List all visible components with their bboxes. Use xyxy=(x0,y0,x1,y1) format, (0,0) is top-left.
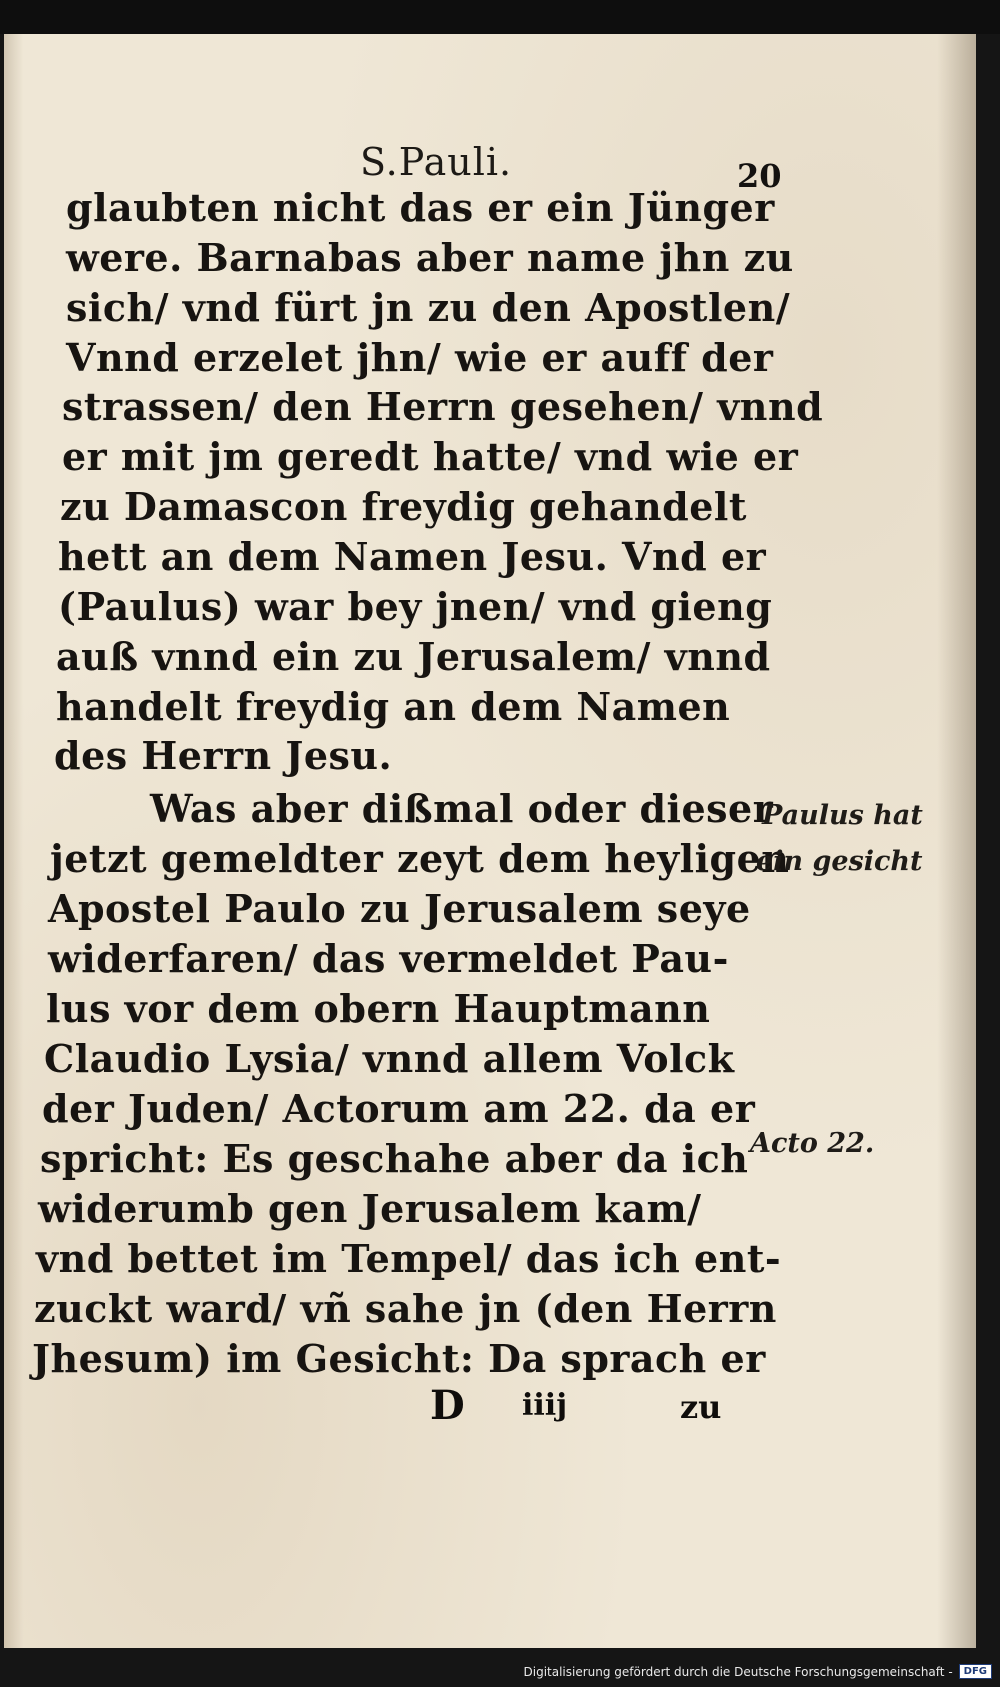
body-line-14: jetzt gemeldter zeyt dem heyligen xyxy=(50,836,790,881)
footer-credit xyxy=(524,1664,993,1679)
body-line-11: handelt freydig an dem Namen xyxy=(56,684,731,729)
body-line-17: lus vor dem obern Hauptmann xyxy=(46,986,711,1031)
body-line-16: widerfaren/ das vermeldet Pau- xyxy=(48,936,729,981)
marginal-note-1-line-2: ein gesicht xyxy=(756,846,923,877)
body-line-19: der Juden/ Actorum am 22. da er xyxy=(42,1086,756,1131)
body-line-2: were. Barnabas aber name jhn zu xyxy=(66,235,794,280)
body-line-15: Apostel Paulo zu Jerusalem seye xyxy=(48,886,751,931)
body-line-1: glaubten nicht das er ein Jünger xyxy=(66,185,775,230)
folio-number: 20 xyxy=(737,157,782,195)
footer-credit-text: Digitalisierung gefördert durch die Deutsche Forschungsgemeinschaft - xyxy=(523,1664,953,1679)
signature-letter: D xyxy=(430,1382,465,1429)
body-line-10: auß vnnd ein zu Jerusalem/ vnnd xyxy=(56,634,771,679)
body-line-9: (Paulus) war bey jnen/ vnd gieng xyxy=(58,584,773,629)
body-line-4: Vnnd erzelet jhn/ wie er auff der xyxy=(66,335,774,380)
body-line-7: zu Damascon freydig gehandelt xyxy=(60,484,747,529)
body-line-23: zuckt ward/ vñ sahe jn (den Herrn xyxy=(34,1286,777,1331)
body-line-22: vnd bettet im Tempel/ das ich ent- xyxy=(36,1236,782,1281)
body-line-6: er mit jm geredt hatte/ vnd wie er xyxy=(62,434,799,479)
body-line-3: sich/ vnd fürt jn zu den Apostlen/ xyxy=(66,285,791,330)
body-line-21: widerumb gen Jerusalem kam/ xyxy=(38,1186,702,1231)
body-line-8: hett an dem Namen Jesu. Vnd er xyxy=(58,534,767,579)
body-line-12: des Herrn Jesu. xyxy=(54,733,393,778)
body-line-13: Was aber dißmal oder dieser xyxy=(150,786,774,831)
body-line-24: Jhesum) im Gesicht: Da sprach er xyxy=(32,1336,766,1381)
catchword: zu xyxy=(680,1388,722,1426)
signature-number: iiij xyxy=(522,1388,568,1423)
marginal-note-2: Acto 22. xyxy=(750,1128,875,1159)
body-line-20: spricht: Es geschahe aber da ich xyxy=(40,1136,749,1181)
top-dark-border xyxy=(0,0,1000,34)
running-head: S.Pauli. xyxy=(360,140,513,184)
dfg-logo: DFG xyxy=(959,1664,992,1679)
body-line-18: Claudio Lysia/ vnnd allem Volck xyxy=(44,1036,735,1081)
marginal-note-1-line-1: Paulus hat xyxy=(762,800,923,831)
body-line-5: strassen/ den Herrn gesehen/ vnnd xyxy=(62,384,824,429)
